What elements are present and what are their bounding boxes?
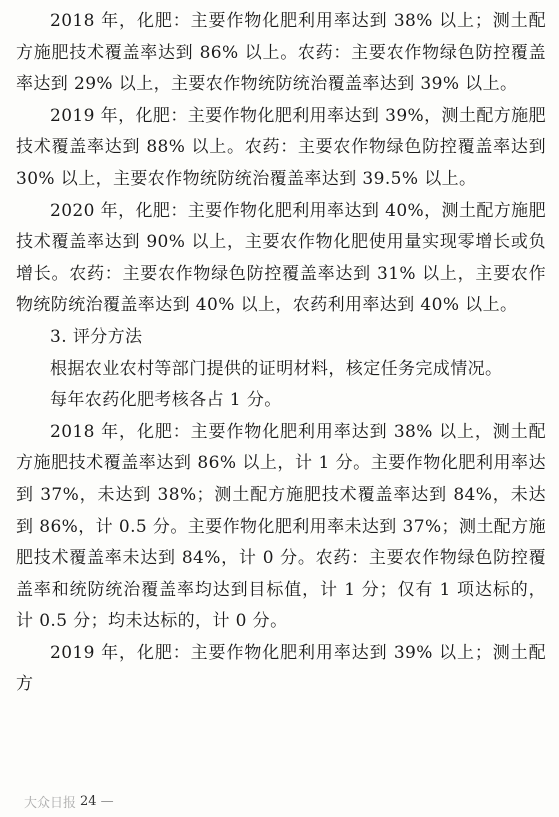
paragraph-evidence-basis: 根据农业农村等部门提供的证明材料，核定任务完成情况。 — [50, 358, 503, 379]
paragraph-2018-targets: 2018 年，化肥：主要作物化肥利用率达到 38% 以上；测土配方施肥技术覆盖率达到 86% 以上。农药：主要农作物绿色防控覆盖率达到 29% 以上，主要农作物统防统治覆盖率达到 39% 以上。 — [16, 11, 546, 95]
page-number: 24 — [80, 794, 97, 809]
paragraph-2018-scoring: 2018 年，化肥：主要作物化肥利用率达到 38% 以上，测土配方施肥技术覆盖率达到 86% 以上，计 1 分。主要作物化肥利用率达到 37%，未达到 38%；测土配方施肥技术覆盖率达到 84%，未达到 86%，计 0.5 分。主要作物化肥利用率未达到 37%；测土配方施肥技术覆盖率未达到 84%，计 0 分。农药：主要农作物绿色防控覆盖率和统防统治覆盖率均达到目标值，计 1 分；仅有 1 项达标的，计 0.5 分；均未达标的，计 0 分。 — [16, 421, 546, 632]
body-text — [16, 6, 546, 701]
page-footer — [24, 792, 114, 811]
section-heading-scoring-method: 3. 评分方法 — [50, 326, 143, 347]
watermark-logo: 大众日报 — [24, 796, 77, 811]
paragraph-2020-targets: 2020 年，化肥：主要作物化肥利用率达到 40%，测土配方施肥技术覆盖率达到 90% 以上，主要农作物化肥使用量实现零增长或负增长。农药：主要农作物绿色防控覆盖率达到 31% 以上，主要农作物统防统治覆盖率达到 40% 以上，农药利用率达到 40% 以上。 — [16, 200, 546, 316]
paragraph-score-weights: 每年农药化肥考核各占 1 分。 — [50, 390, 282, 411]
paragraph-2019-scoring: 2019 年，化肥：主要作物化肥利用率达到 39% 以上；测土配方 — [16, 642, 546, 695]
footer-dash: — — [100, 794, 114, 809]
paragraph-2019-targets: 2019 年，化肥：主要作物化肥利用率达到 39%，测土配方施肥技术覆盖率达到 88% 以上。农药：主要农作物绿色防控覆盖率达到 30% 以上，主要农作物统防统治覆盖率达到 39.5% 以上。 — [16, 105, 546, 189]
